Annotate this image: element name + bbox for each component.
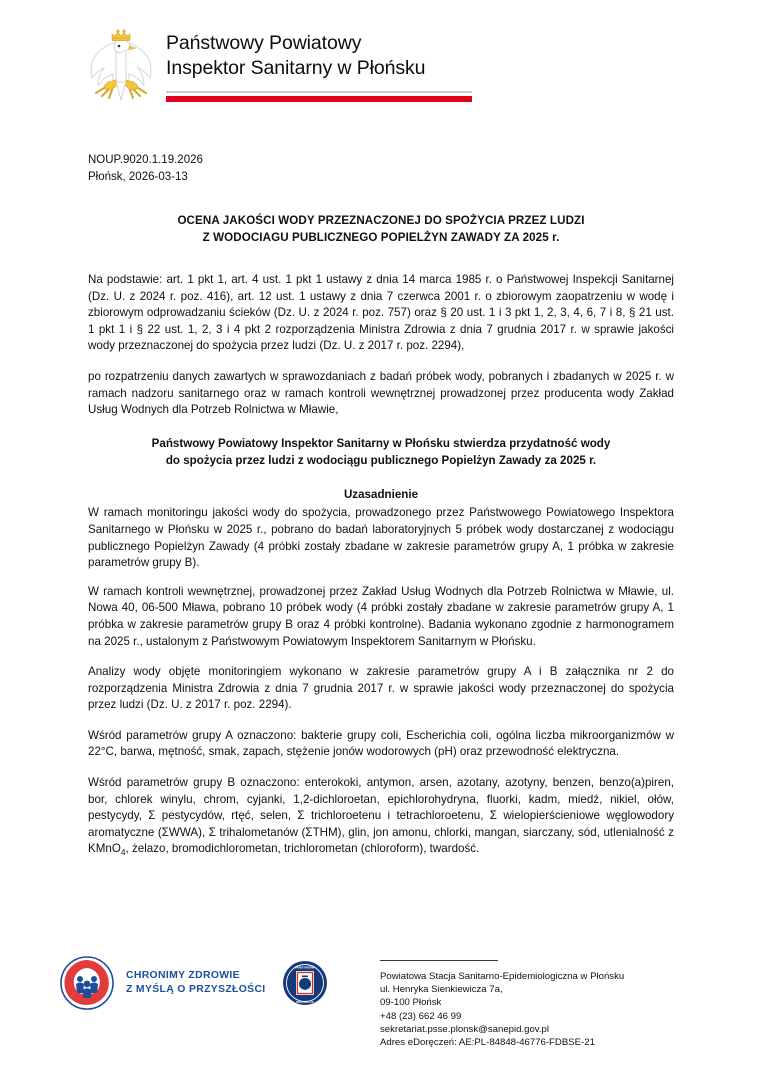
paragraph-justification-1: W ramach monitoringu jakości wody do spożycia, prowadzonego przez Państwowego Powiatowego Inspektora Sanitarnego w Płońsku w 2025 r., pobrano do badań laboratoryjnych 5 próbek wody dostarczanej z wodociągu publicznego Popielżyn Zawady (4 próbki zostały zbadane w zakresie parametrów grupy A, 1 próbka w zakresie parametrów grupy B). bbox=[88, 506, 674, 570]
slogan bbox=[126, 969, 266, 998]
footer-address-line-3: 09-100 Płońsk bbox=[380, 997, 442, 1009]
polish-eagle-emblem-icon bbox=[86, 22, 156, 106]
paragraph-legal-basis: Na podstawie: art. 1 pkt 1, art. 4 ust. 1 pkt 1 ustawy z dnia 14 marca 1985 r. o Państwowej Inspekcji Sanitarnej (Dz. U. z 2024 r. poz. 416), art. 12 ust. 1 ustawy z dnia 7 czerwca 2001 r. o zbiorowym zaopatrzeniu w wodę i zbiorowym odprowadzaniu ścieków (Dz. U. z 2024 r. poz. 757) oraz § 20 ust. 1 i 3 pkt 1, 2, 3, 4, 6, 7 i 8, § 21 ust. 1 pkt 1 i § 22 ust. 1, 2, 3 i 4 pkt 2 rozporządzenia Ministra Zdrowia z dnia 7 grudnia 2017 r. w sprawie jakości wody przeznaczonej do spożycia przez ludzi (Dz. U. z 2017 r. poz. 2294), bbox=[88, 273, 674, 353]
footer-phone: +48 (23) 662 46 99 bbox=[380, 1010, 462, 1022]
page-title-line-2: Z WODOCIAGU PUBLICZNEGO POPIELŻYN ZAWADY ZA 2025 r. bbox=[202, 231, 560, 244]
slogan-line-2: Z MYŚLĄ O PRZYSZŁOŚCI bbox=[126, 984, 266, 995]
page-footer bbox=[0, 952, 759, 1052]
chronimy-zdrowie-logo-icon bbox=[60, 956, 114, 1010]
slogan-line-1: CHRONIMY ZDROWIE bbox=[126, 969, 240, 981]
paragraph-after-review: po rozpatrzeniu danych zawartych w sprawozdaniach z badań próbek wody, pobranych i zbadanych w 2025 r. w ramach nadzoru sanitarnego oraz w ramach kontroli wewnętrznej prowadzonej przez producenta wody Zakład Usług Wodnych dla Potrzeb Rolnictwa w Mławie, bbox=[88, 369, 674, 417]
paragraph-group-a-parameters: Wśród parametrów grupy A oznaczono: bakterie grupy coli, Escherichia coli, ogólna liczba mikroorganizmów w 22°C, barwa, mętność, smak, zapach, stężenie jonów wodorowych (pH) oraz przewodność elektryczna. bbox=[88, 728, 674, 759]
ruling-line-1: Państwowy Powiatowy Inspektor Sanitarny w Płońsku stwierdza przydatność wody bbox=[151, 436, 611, 450]
paragraph-justification-2: W ramach kontroli wewnętrznej, prowadzonej przez Zakład Usług Wodnych dla Potrzeb Rolnictwa w Mławie, ul. Nowa 40, 06-500 Mława, pobrano 10 próbek wody (4 próbki zostały zbadane w zakresie parametrów grupy A, 1 próbka w zakresie parametrów grupy B oraz 4 próbki kontrolne). Badania wykonano zgodnie z harmonogramem na 2025 r., ustalonym z Państwowym Powiatowym Inspektorem Sanitarnym w Płońsku. bbox=[88, 584, 674, 648]
place-and-date: Płońsk, 2026-03-13 bbox=[88, 171, 188, 183]
page-title-line-1: OCENA JAKOŚCI WODY PRZEZNACZONEJ DO SPOŻYCIA PRZEZ LUDZI bbox=[177, 214, 585, 227]
group-b-text-part-2: , żelazo, bromodichlorometan, trichlorometan (chloroform), twardość. bbox=[125, 842, 480, 856]
footer-address-block bbox=[380, 960, 680, 1049]
ruling-statement bbox=[88, 435, 674, 469]
footer-address-line-1: Powiatowa Stacja Sanitarno-Epidemiologiczna w Płońsku bbox=[380, 971, 625, 982]
footer-address bbox=[380, 970, 680, 1049]
footer-email[interactable]: sekretariat.psse.plonsk@sanepid.gov.pl bbox=[380, 1023, 550, 1035]
panstwowa-inspekcja-sanitarna-seal-icon bbox=[282, 960, 328, 1006]
gray-rule bbox=[166, 91, 472, 93]
justification-heading: Uzasadnienie bbox=[343, 487, 419, 501]
svg-text:PAŃSTWOWA: PAŃSTWOWA bbox=[294, 965, 315, 970]
document-body bbox=[88, 212, 674, 872]
kmno4-subscript: 4 bbox=[120, 846, 126, 857]
reference-number: NOUP.9020.1.19.2026 bbox=[88, 154, 203, 166]
ruling-line-2: do spożycia przez ludzi z wodociągu publicznego Popielżyn Zawady za 2025 r. bbox=[165, 453, 597, 467]
letterhead bbox=[86, 22, 472, 106]
red-rule bbox=[166, 96, 472, 102]
footer-address-line-2: ul. Henryka Sienkiewicza 7a, bbox=[380, 984, 503, 996]
page-title bbox=[88, 212, 674, 246]
group-b-text-part-1: Wśród parametrów grupy B oznaczono: enterokoki, antymon, arsen, azotany, azotyny, benzen, benzo(a)piren, bor, chlorek winylu, chrom, cyjanki, 1,2-dichloroetan, epichlorohydryna, fluorki, kadm, miedź, nikiel, ołów, pestycydy, Σ pestycydów, rtęć, selen, Σ trichloroetenu i tetrachloroetenu, Σ wielopierścieniowe węglowodory aromatyczne (ΣWWA), Σ trihalometanów (ΣTHM), glin, jon amonu, chlorki, mangan, siarczany, sód, utlenialność z KMnO bbox=[88, 776, 674, 856]
paragraph-group-b-parameters bbox=[88, 775, 674, 858]
footer-divider bbox=[380, 960, 498, 961]
organization-line-2: Inspektor Sanitarny w Płońsku bbox=[166, 57, 426, 79]
paragraph-justification-3: Analizy wody objęte monitoringiem wykonano w zakresie parametrów grupy A i B załącznika nr 2 do rozporządzenia Ministra Zdrowia z dnia 7 grudnia 2017 r. w sprawie jakości wody przeznaczonej do spożycia przez ludzi (Dz. U. z 2017 r. poz. 2294). bbox=[88, 665, 674, 712]
footer-edelivery-address: Adres eDoręczeń: AE:PL-84848-46776-FDBSE-21 bbox=[380, 1037, 595, 1049]
footer-branding bbox=[60, 956, 328, 1010]
document-meta bbox=[88, 152, 203, 186]
letterhead-rules bbox=[166, 91, 472, 102]
svg-text:INSPEKCJA: INSPEKCJA bbox=[295, 1000, 314, 1004]
letterhead-text bbox=[166, 22, 472, 102]
organization-line-1: Państwowy Powiatowy bbox=[166, 32, 362, 54]
